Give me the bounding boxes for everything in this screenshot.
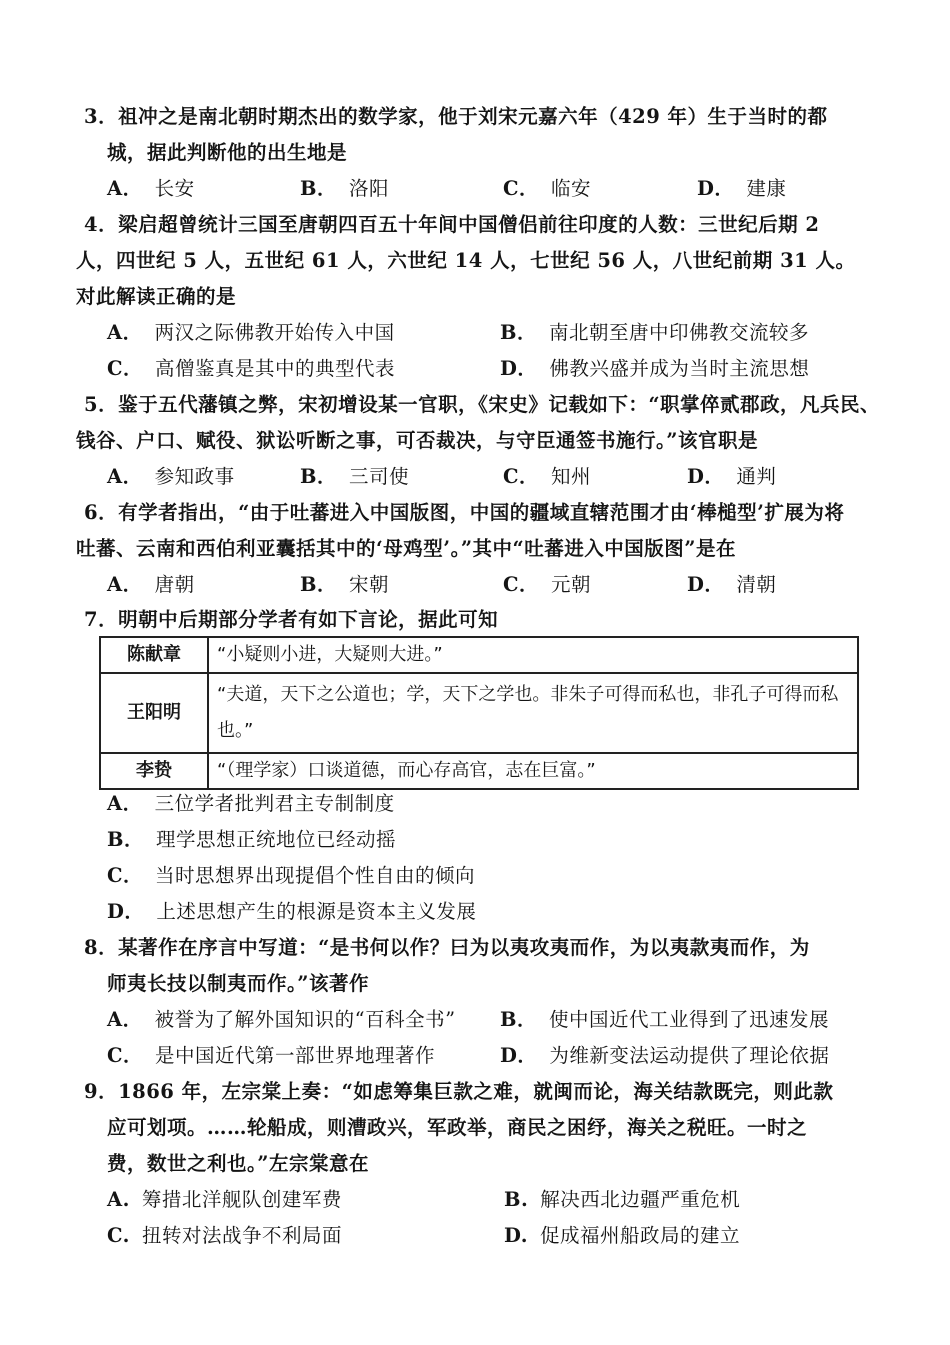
q8-option-c: [107, 1043, 435, 1069]
option-text: 高僧鉴真是其中的典型代表: [155, 357, 396, 380]
q8-option-d: [500, 1043, 829, 1069]
option-text: 是中国近代第一部世界地理著作: [155, 1044, 436, 1067]
option-key: D．: [687, 465, 725, 488]
option-key: A．: [107, 1008, 143, 1031]
q5-stem-line-2: 钱谷、户口、赋役、狱讼听断之事，可否裁决，与守臣通签书施行。”该官职是: [76, 429, 758, 452]
option-key: A．: [107, 177, 143, 200]
option-key: B．: [107, 828, 144, 851]
scholar-name: 王阳明: [100, 673, 208, 753]
q7-option-b: [107, 827, 396, 853]
q3-option-a: [107, 176, 195, 202]
option-key: A．: [107, 792, 143, 815]
q8-stem-line-1: 8．某著作在序言中写道：“是书何以作？曰为以夷攻夷而作，为以夷款夷而作，为: [84, 936, 810, 959]
option-key: C．: [107, 357, 144, 380]
option-text: 临安: [551, 177, 592, 200]
option-key: C．: [107, 864, 144, 887]
option-key: D．: [697, 177, 735, 200]
q6-option-b: [300, 572, 389, 598]
option-text: 通判: [736, 465, 777, 488]
option-key: B．: [500, 1008, 537, 1031]
q6-option-d: [687, 572, 776, 598]
option-text: 参知政事: [154, 465, 235, 488]
q6-stem-line-2: 吐蕃、云南和西伯利亚囊括其中的‘母鸡型’。”其中“吐蕃进入中国版图”是在: [76, 537, 736, 560]
q9-option-d: [504, 1223, 740, 1249]
option-text: 使中国近代工业得到了迅速发展: [548, 1008, 829, 1031]
option-key: A．: [107, 465, 143, 488]
option-key: A.: [107, 1188, 130, 1211]
option-text: 当时思想界出现提倡个性自由的倾向: [155, 864, 476, 887]
q5-option-b: [300, 464, 409, 490]
option-text: 宋朝: [348, 573, 389, 596]
option-text: 洛阳: [348, 177, 389, 200]
option-text: 解决西北边疆严重危机: [540, 1188, 741, 1211]
option-text: 南北朝至唐中印佛教交流较多: [548, 321, 809, 344]
q9-stem-line-3: 费，数世之利也。”左宗棠意在: [107, 1152, 369, 1175]
q7-option-a: [107, 791, 395, 817]
q4-option-a: [107, 320, 395, 346]
q3-option-b: [300, 176, 389, 202]
option-text: 知州: [551, 465, 592, 488]
option-text: 为维新变法运动提供了理论依据: [549, 1044, 830, 1067]
option-key: C．: [503, 573, 540, 596]
q7-quotes-table: [99, 636, 859, 790]
q7-option-c: [107, 863, 475, 889]
option-text: 三位学者批判君主专制制度: [154, 792, 395, 815]
option-text: 唐朝: [154, 573, 195, 596]
option-text: 筹措北洋舰队创建军费: [141, 1188, 342, 1211]
q3-stem-line-1: 3．祖冲之是南北朝时期杰出的数学家，他于刘宋元嘉六年（429 年）生于当时的都: [84, 105, 828, 128]
option-text: 扭转对法战争不利局面: [141, 1224, 342, 1247]
q5-option-c: [503, 464, 591, 490]
q9-stem-line-2: 应可划项。……轮船成，则漕政兴，军政举，商民之困纾，海关之税旺。一时之: [107, 1116, 808, 1139]
q9-option-c: [107, 1223, 342, 1249]
q8-stem-line-2: 师夷长技以制夷而作。”该著作: [107, 972, 369, 995]
q5-option-a: [107, 464, 235, 490]
option-key: B．: [300, 465, 337, 488]
option-text: 被誉为了解外国知识的“百科全书”: [154, 1008, 456, 1031]
q4-stem-line-1: 4．梁启超曾统计三国至唐朝四百五十年间中国僧侣前往印度的人数：三世纪后期 2: [84, 213, 820, 236]
table-row: [100, 637, 858, 673]
table-row: [100, 673, 858, 753]
option-key: C.: [107, 1224, 130, 1247]
option-key: D．: [500, 1044, 538, 1067]
q5-stem-line-1: 5．鉴于五代藩镇之弊，宋初增设某一官职，《宋史》记载如下：“职掌倅贰郡政，凡兵民、: [84, 393, 881, 416]
scholar-quote: “夫道，天下之公道也；学，天下之学也。非朱子可得而私也，非孔子可得而私也。”: [208, 673, 858, 753]
option-key: C．: [503, 465, 540, 488]
q5-option-d: [687, 464, 776, 490]
option-key: C．: [107, 1044, 144, 1067]
option-key: A．: [107, 573, 143, 596]
q4-option-d: [500, 356, 809, 382]
option-key: D.: [504, 1224, 529, 1247]
q4-stem-line-3: 对此解读正确的是: [76, 285, 237, 308]
scholar-name: 陈献章: [100, 637, 208, 673]
option-text: 元朝: [551, 573, 592, 596]
option-text: 促成福州船政局的建立: [540, 1224, 741, 1247]
option-text: 建康: [746, 177, 787, 200]
option-key: D．: [107, 900, 145, 923]
q9-stem-line-1: 9．1866 年，左宗棠上奏：“如虑筹集巨款之难，就闽而论，海关结款既完，则此款: [84, 1080, 834, 1103]
q7-stem-line-1: 7．明朝中后期部分学者有如下言论，据此可知: [84, 608, 499, 631]
table-row: [100, 753, 858, 789]
option-text: 佛教兴盛并成为当时主流思想: [549, 357, 810, 380]
option-key: C．: [503, 177, 540, 200]
q3-option-c: [503, 176, 591, 202]
option-key: A．: [107, 321, 143, 344]
q9-option-b: [504, 1187, 740, 1213]
option-text: 长安: [154, 177, 195, 200]
q7-option-d: [107, 899, 476, 925]
option-key: D．: [500, 357, 538, 380]
option-text: 三司使: [348, 465, 409, 488]
q4-option-c: [107, 356, 395, 382]
q4-stem-line-2: 人，四世纪 5 人，五世纪 61 人，六世纪 14 人，七世纪 56 人，八世纪前期 31 人。: [76, 249, 856, 272]
q6-option-a: [107, 572, 195, 598]
option-text: 理学思想正统地位已经动摇: [155, 828, 396, 851]
q9-option-a: [107, 1187, 342, 1213]
q6-option-c: [503, 572, 591, 598]
scholar-quote: “小疑则小进，大疑则大进。”: [208, 637, 858, 673]
q8-option-b: [500, 1007, 829, 1033]
q4-option-b: [500, 320, 809, 346]
option-key: B．: [300, 177, 337, 200]
scholar-name: 李贽: [100, 753, 208, 789]
option-text: 上述思想产生的根源是资本主义发展: [156, 900, 477, 923]
option-key: B．: [500, 321, 537, 344]
option-key: B.: [504, 1188, 529, 1211]
option-key: B．: [300, 573, 337, 596]
q8-option-a: [107, 1007, 456, 1033]
option-text: 两汉之际佛教开始传入中国: [154, 321, 395, 344]
q3-stem-line-2: 城，据此判断他的出生地是: [107, 141, 348, 164]
q3-option-d: [697, 176, 786, 202]
q6-stem-line-1: 6．有学者指出，“由于吐蕃进入中国版图，中国的疆域直辖范围才由‘棒槌型’扩展为将: [84, 501, 845, 524]
scholar-quote: “（理学家）口谈道德，而心存高官，志在巨富。”: [208, 753, 858, 789]
option-key: D．: [687, 573, 725, 596]
option-text: 清朝: [736, 573, 777, 596]
